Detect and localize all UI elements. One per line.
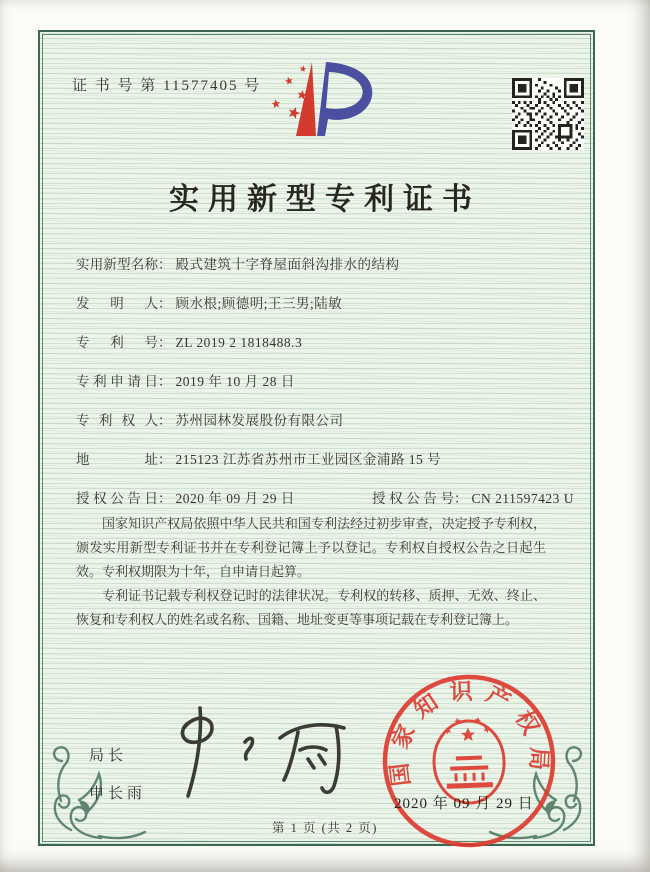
field-row-grant-date: [76, 487, 575, 506]
field-label: 授权公告日: [76, 491, 158, 506]
field-label: 实用新型名称: [76, 257, 158, 272]
director-name: 申长雨: [89, 786, 147, 802]
certificate-fields: [76, 253, 575, 526]
legal-paragraph-2: 专利证书记载专利权登记时的法律状况。专利权的转移、质押、无效、终止、恢复和专利权人的姓名或名称、国籍、地址变更等事项记载在专利登记簿上。: [76, 588, 546, 628]
field-colon: ：: [158, 296, 172, 311]
qr-code: [512, 78, 584, 150]
field-value: ZL 2019 2 1818488.3: [175, 335, 303, 350]
field-value: CN 211597423 U: [471, 491, 575, 506]
legal-paragraph-1: 国家知识产权局依照中华人民共和国专利法经过初步审查，决定授予专利权，颁发实用新型专利证书并在专利登记簿上予以登记。专利权自授权公告之日起生效。专利权期限为十年，自申请日起算。: [76, 516, 546, 580]
field-colon: ：: [158, 374, 172, 389]
field-colon: ：: [158, 335, 172, 350]
field-value: 215123 江苏省苏州市工业园区金浦路 15 号: [175, 452, 442, 467]
field-label: 专利号: [76, 335, 158, 350]
field-grant-number: [372, 487, 574, 507]
seal-text: 国家知识产权局: [385, 678, 552, 788]
page-number-footer: 第 1 页 (共 2 页): [272, 821, 378, 835]
certificate-number: 证 书 号 第 11577405 号: [72, 78, 262, 94]
field-label: 授权公告号: [372, 491, 454, 506]
field-row-address: [76, 448, 546, 467]
field-label: 专利权人: [76, 413, 158, 428]
field-row-patent-number: [76, 331, 546, 350]
field-colon: ：: [158, 257, 172, 272]
field-row-filing-date: [76, 370, 546, 389]
field-row-patentee: [76, 409, 546, 428]
field-colon: ：: [158, 491, 172, 506]
field-colon: ：: [158, 452, 172, 467]
field-row-name: [76, 253, 546, 272]
field-colon: ：: [158, 413, 172, 428]
field-value: 2019 年 10 月 28 日: [175, 374, 295, 389]
director-title: 局长: [89, 748, 128, 764]
director-block: [89, 737, 146, 813]
field-colon: ：: [454, 491, 468, 506]
field-label: 发明人: [76, 296, 158, 311]
field-label: 地址: [76, 452, 158, 467]
cnipa-logo-icon: [256, 56, 396, 168]
field-value: 2020 年 09 月 29 日: [175, 491, 295, 506]
field-value: 殿式建筑十字脊屋面斜沟排水的结构: [175, 257, 400, 272]
director-signature: [148, 702, 378, 802]
field-label: 专利申请日: [76, 374, 158, 389]
seal-date: 2020 年 09 月 29 日: [394, 796, 534, 812]
field-row-inventors: [76, 292, 546, 311]
certificate-title: 实用新型专利证书: [169, 183, 481, 216]
legal-text: [76, 512, 546, 632]
field-value: 顾水根;顾德明;王三男;陆敏: [175, 296, 343, 311]
field-value: 苏州园林发展股份有限公司: [175, 413, 344, 428]
